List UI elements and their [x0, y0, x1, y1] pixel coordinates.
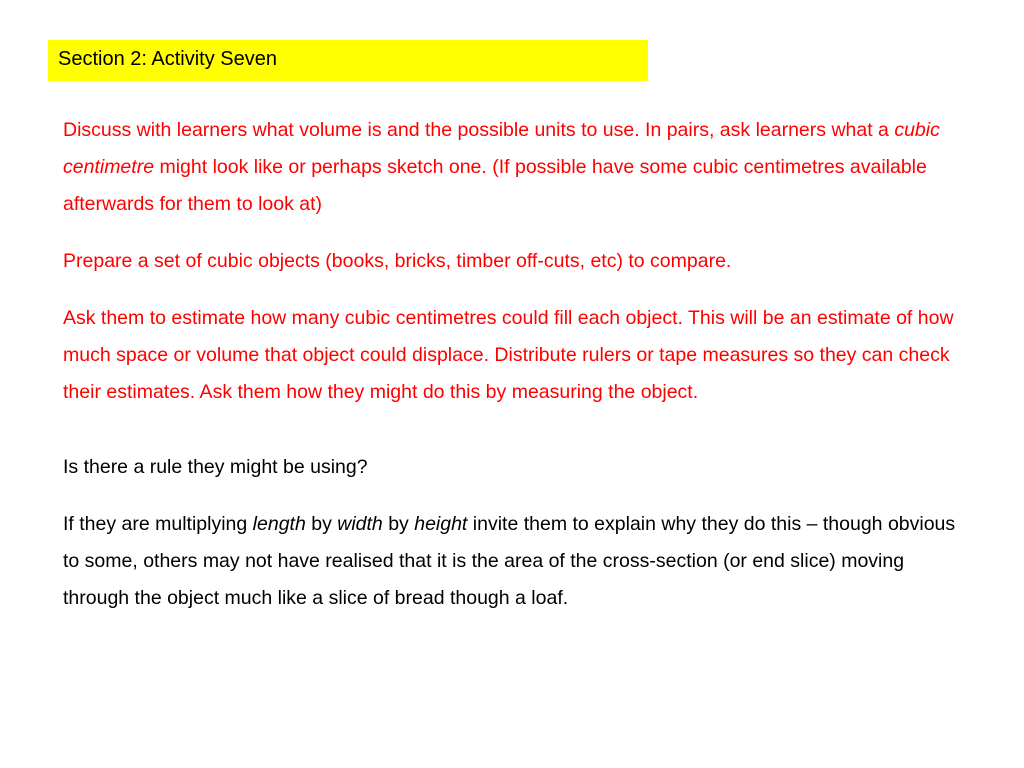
spacer — [63, 431, 968, 449]
paragraph-rule-question: Is there a rule they might be using? — [63, 456, 368, 478]
p5-height: height — [414, 513, 468, 535]
p5-length: length — [252, 513, 306, 535]
paragraph-prepare-objects: Prepare a set of cubic objects (books, bricks, timber off-cuts, etc) to compare. — [63, 250, 732, 272]
section-title: Section 2: Activity Seven — [58, 48, 278, 70]
paragraph-estimate: Ask them to estimate how many cubic centimetres could fill each object. This will be an estimate of how much space or volume that object could displace. Distribute rulers or tape measures so they can check their estimates. Ask them how they might do this by measuring the object. — [63, 307, 954, 403]
slide-content — [63, 112, 968, 637]
p5-text-b: invite them to explain why they do this – though obvious to some, others may not have realised that it is the area of the cross-section (or end slice) moving through the object much like a slice of bread though a loaf. — [63, 513, 956, 609]
p5-by-1: by — [305, 513, 338, 535]
p5-text-a: If they are multiplying — [63, 513, 253, 535]
p1-text-a: Discuss with learners what volume is and the possible units to use. In pairs, ask learners what a — [63, 119, 895, 141]
section-title-box — [48, 40, 648, 81]
paragraph-multiplying — [63, 506, 968, 617]
p1-emphasis: cubic centimetre — [63, 119, 940, 178]
p5-by-2: by — [382, 513, 415, 535]
p1-text-b: might look like or perhaps sketch one. (If possible have some cubic centimetres available afterwards for them to look at) — [63, 156, 927, 215]
p5-width: width — [337, 513, 383, 535]
paragraph-discuss-volume — [63, 112, 968, 223]
